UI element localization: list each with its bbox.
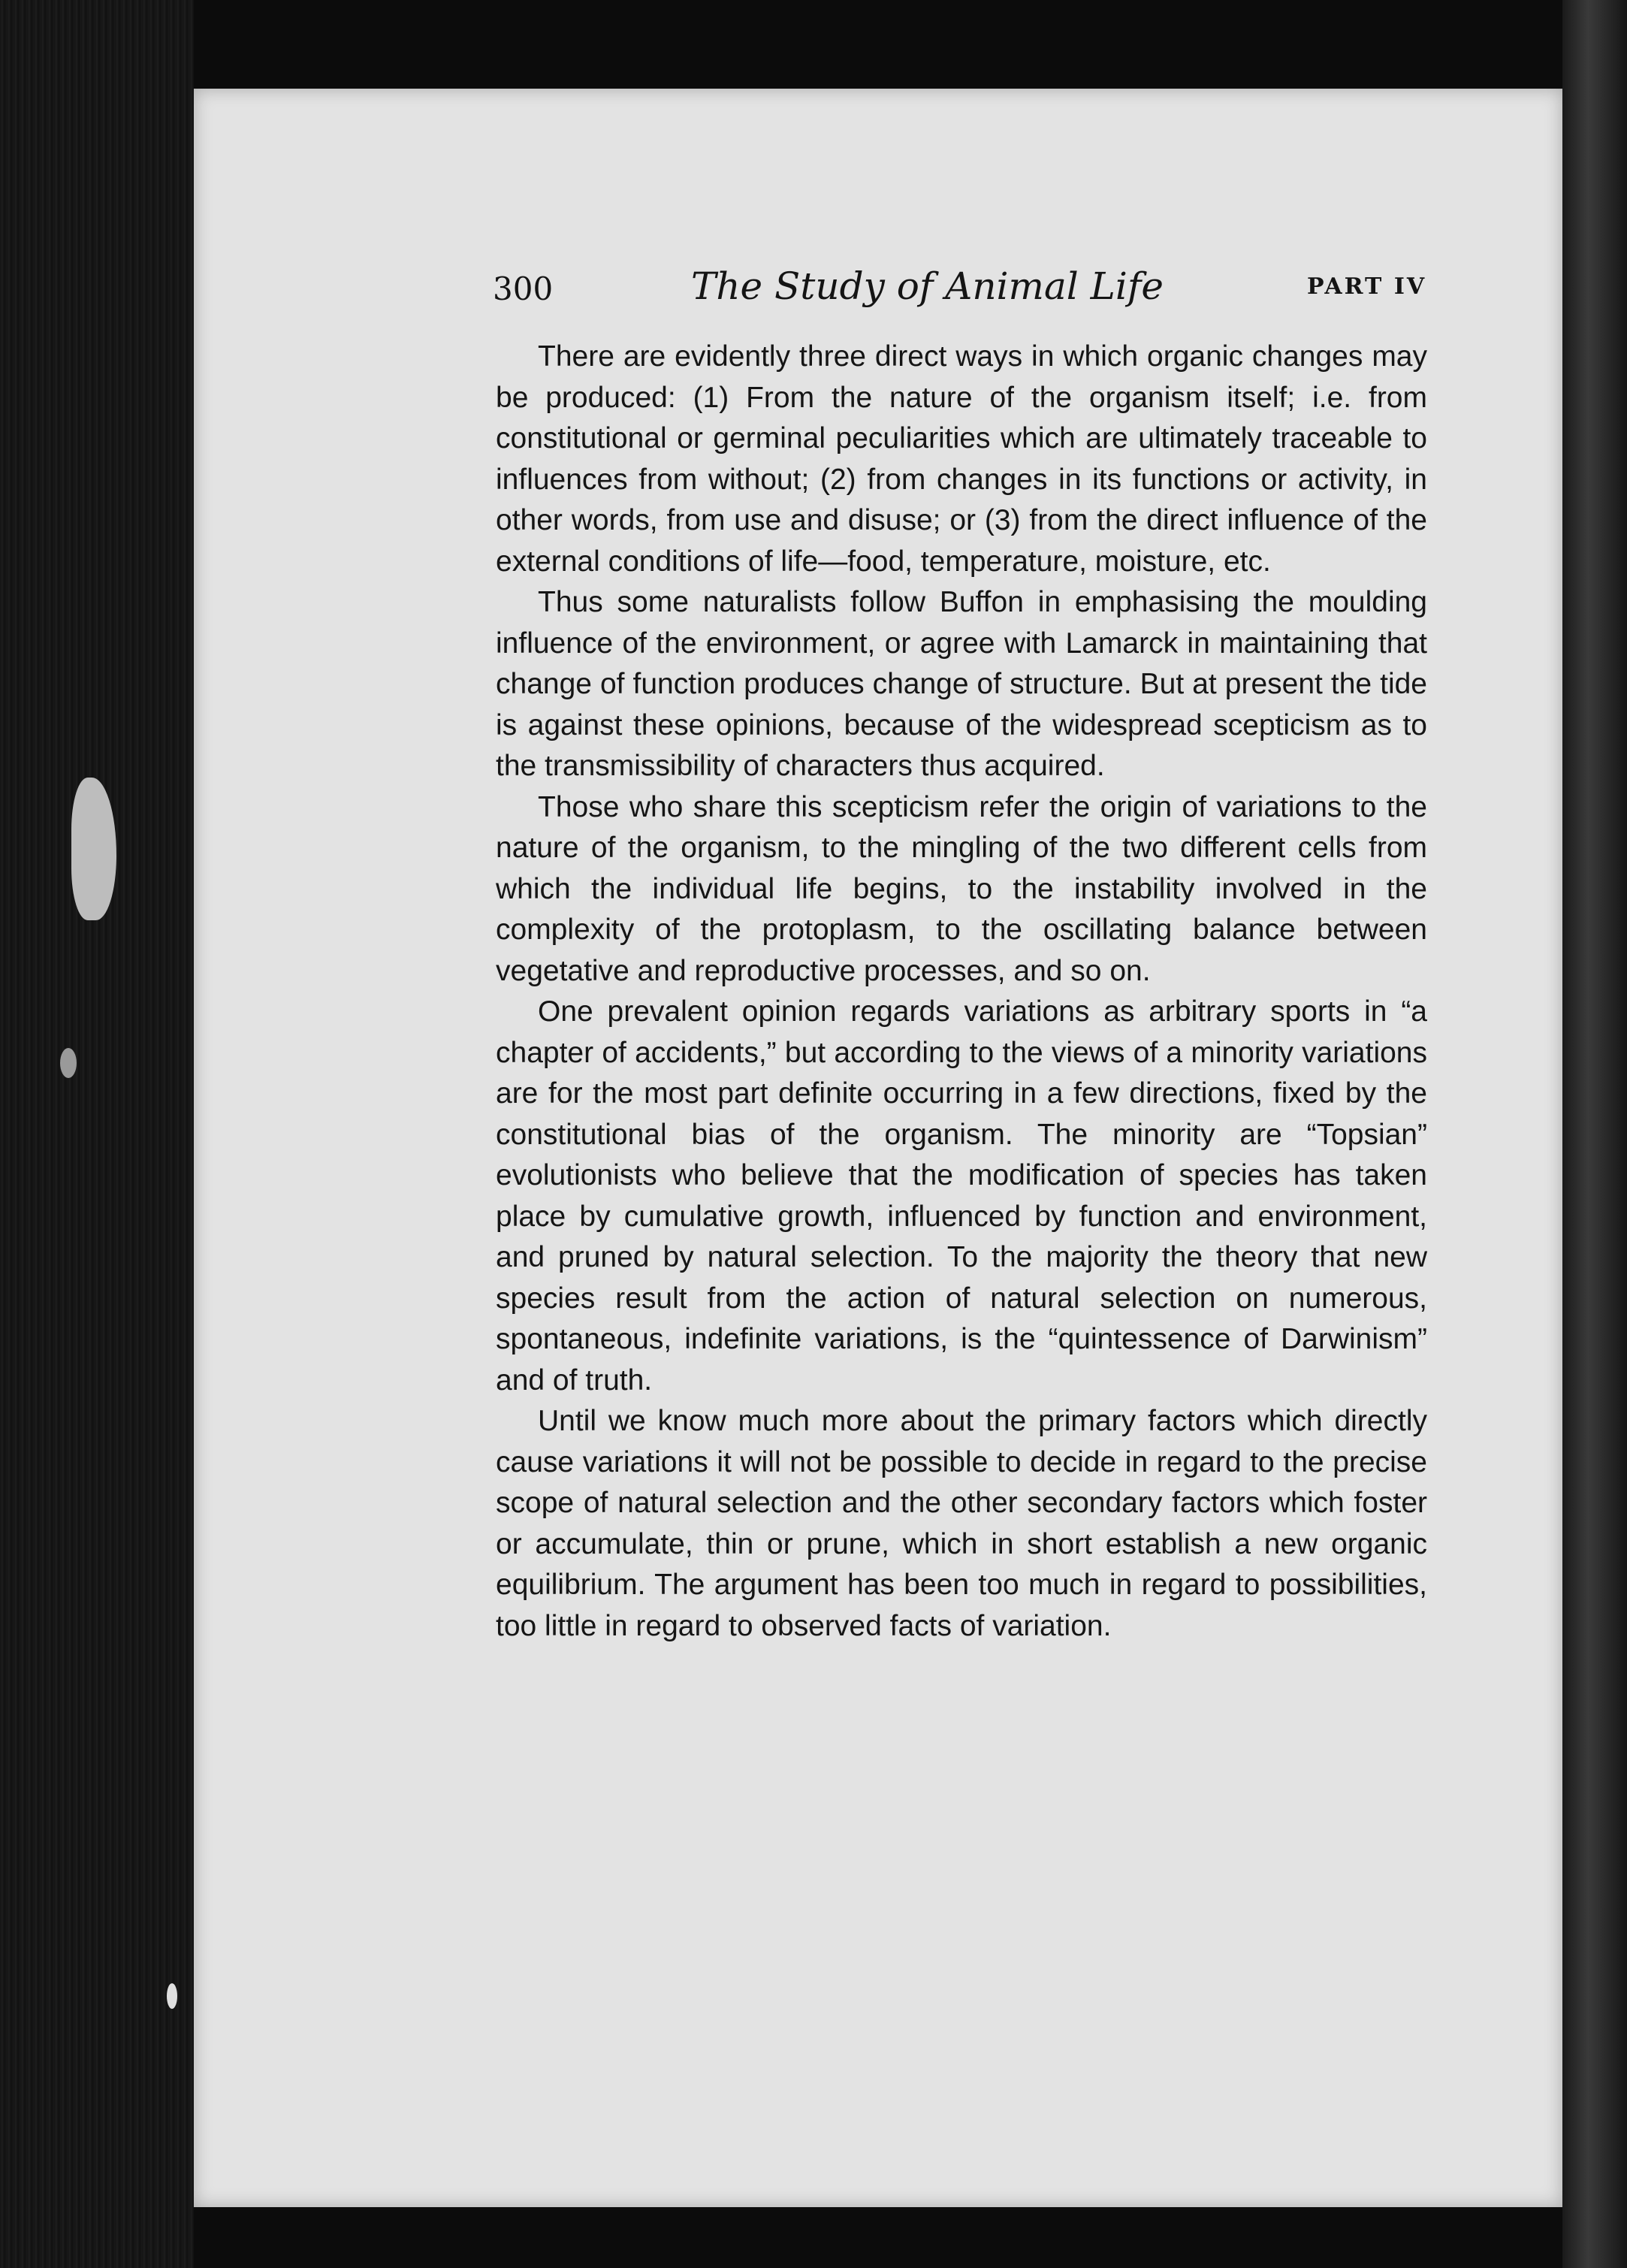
page-header [300,264,1427,317]
paragraph: There are evidently three direct ways in which organic changes may be produced: (1) From the nature of the organism itself; i.e. from constitutional or germinal peculiarities which are ultimately traceable to influences from without; (2) from changes in its functions or activity, in other words, from use and disuse; or (3) from the direct influence of the external conditions of life—food, temperature, moisture, etc. [496,340,1427,578]
right-film-margin [1562,0,1627,2268]
paragraph: Thus some naturalists follow Buffon in emphasising the moulding influence of the environment, or agree with Lamarck in maintaining that change of function produces change of structure. But at present the tide is against these opinions, because of the widespread scepticism as to the transmissibility of characters thus acquired. [496,586,1427,782]
scan-artifact [167,1983,177,2009]
paragraph: Until we know much more about the primary factors which directly cause variations it will not be possible to decide in regard to the precise scope of natural selection and the other secondary factors which foster or accumulate, thin or prune, which in short establish a new organic equilibrium. The argument has been too much in regard to possibilities, too little in regard to observed facts of variation. [496,1405,1427,1642]
running-title: The Study of Animal Life [691,264,1164,308]
part-label: PART IV [1307,273,1427,300]
page-number: 300 [493,270,554,307]
scan-artifact [60,1048,77,1078]
body-text [496,337,1427,1647]
paragraph: Those who share this scepticism refer the origin of variations to the nature of the organism, to the mingling of the two different cells from which the individual life begins, to the instability involved in the complexity of the protoplasm, to the oscillating balance between vegetative and reproductive processes, and so on. [496,790,1427,987]
left-film-margin [0,0,194,2268]
paragraph: One prevalent opinion regards variations as arbitrary sports in “a chapter of accidents,” but according to the views of a minority variations are for the most part definite occurring in a few directions, fixed by the constitutional bias of the organism. The minority are “Topsian” evolutionists who believe that the modification of species has taken place by cumulative growth, influenced by function and environment, and pruned by natural selection. To the majority the theory that new species result from the action of natural selection on numerous, spontaneous, indefinite variations, is the “quintessence of Darwinism” and of truth. [496,995,1427,1397]
